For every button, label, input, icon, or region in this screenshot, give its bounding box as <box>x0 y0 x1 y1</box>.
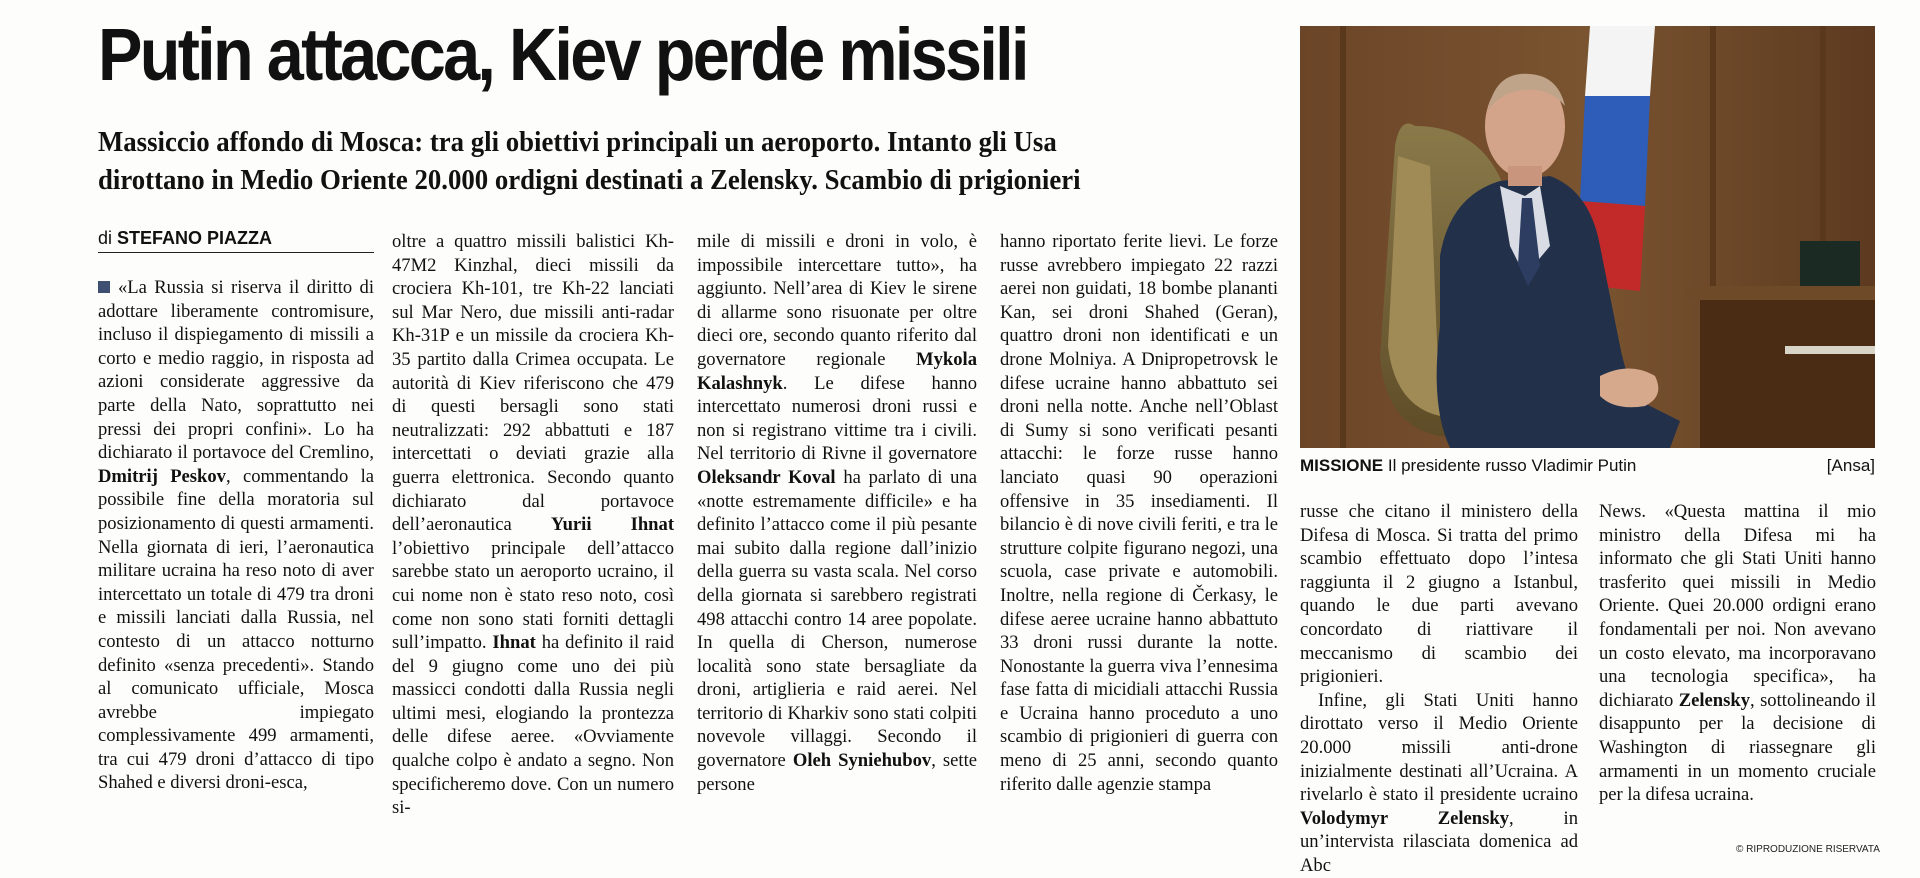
body-text: oltre a quattro missili balistici Kh-47M2 Kinzhal, dieci missili da crociera Kh-101, tre Kh-22 lanciati sul Mar Nero, due missili anti-radar Kh-31P e un missile da crociera Kh-35 partito dalla Crimea occupata. Le autorità di Kiev riferiscono che 479 di questi bersagli sono stati neutralizzati: 292 abbattuti e 187 intercettati o deviati grazie alla guerra elettronica. Secondo quanto dichiarato dal portavoce dell’aeronautica <box>392 231 674 536</box>
body-text: «La Russia si riserva il diritto di adottare liberamente contromisure, incluso il dispiegamento di missili a corto e medio raggio, in risposta ad azioni considerate aggressive da parte della Nato, soprattutto nei pressi dei propri confini». Lo ha dichiarato il portavoce del Cremlino, <box>98 277 374 464</box>
article-column-5 <box>1300 500 1578 878</box>
body-text: , sottolineando il disappunto per la decisione di Washington di riassegnare gli armamenti in un momento cruciale per la difesa ucraina. <box>1599 689 1876 806</box>
person-name: Oleksandr Koval <box>697 466 836 488</box>
paragraph <box>1300 689 1578 878</box>
paragraph <box>392 230 674 820</box>
body-text: Infine, gli Stati Uniti hanno dirottato verso il Medio Oriente 20.000 missili anti-drone inizialmente destinati all’Ucraina. A rivelarlo è stato il presidente ucraino <box>1300 689 1578 806</box>
person-name: Volodymyr Zelensky <box>1300 807 1509 829</box>
byline-prefix: di <box>98 228 113 248</box>
paragraph-marker-icon <box>98 281 110 293</box>
article-column-3 <box>697 230 977 796</box>
body-text: ha definito il raid del 9 giugno come uno dei più massicci condotti dalla Russia negli ultimi mesi, elogiando la prontezza delle difese aeree. «Ovviamente qualche colpo è andato a segno. Non specificheremo dove. Con un numero si- <box>392 632 674 819</box>
caption-description: Il presidente russo Vladimir Putin <box>1387 456 1637 475</box>
body-text: hanno riportato ferite lievi. Le forze russe avrebbero impiegato 22 razzi aerei non guidati, 18 bombe plananti Kan, sei droni Shahed (Geran), quattro droni non identificati e un drone Molniya. A Dnipropetrovsk le difese ucraine hanno abbattuto sei droni nella notte. Anche nell’Oblast di Sumy si sono verificati pesanti attacchi: le forze russe hanno lanciato quasi 90 operazioni offensive in 35 insediamenti. Il bilancio è di nove civili feriti, e tra le strutture colpite figurano negozi, una scuola, case private e automobili. Inoltre, nella regione di Čerkasy, le difese aeree ucraine hanno abbattuto 33 droni russi durante la notte. Nonostante la guerra viva l’ennesima fase fatta di micidiali attacchi Russia e Ucraina hanno proceduto a uno scambio di prigionieri di guerra con meno di 25 anni, secondo quanto riferito dalle agenzie stampa <box>1000 231 1278 795</box>
paragraph <box>98 276 374 795</box>
person-name: Zelensky <box>1678 689 1751 711</box>
paragraph <box>1000 230 1278 796</box>
article-column-6 <box>1599 500 1876 807</box>
person-name: Oleh Syniehubov <box>792 750 932 772</box>
caption-text <box>1300 456 1636 476</box>
article-column-4 <box>1000 230 1278 796</box>
article-column-2 <box>392 230 674 820</box>
body-text: . Le difese hanno intercettato numerosi droni russi e non si registrano vittime tra i civili. Nel territorio di Rivne il governatore <box>697 372 977 465</box>
subheadline <box>98 124 1278 200</box>
paragraph <box>1300 500 1578 689</box>
subheadline-line: dirottano in Medio Oriente 20.000 ordigni destinati a Zelensky. Scambio di prigionieri <box>98 165 1081 196</box>
caption-label: MISSIONE <box>1300 456 1384 475</box>
body-text: mile di missili e droni in volo, è impossibile intercettare tutto», ha aggiunto. Nell’area di Kiev le sirene di allarme sono risuonate per oltre dieci ore, secondo quanto riferito dal governatore regionale <box>697 231 977 370</box>
body-text: ha parlato di una «notte estremamente difficile» e ha definito l’attacco come il più pesante mai subito dalla regione dall’inizio della guerra su vasta scala. Nel corso della giornata si sarebbero registrati 498 attacchi contro 14 aree popolate. In quella di Cherson, numerose località sono state bersagliate da droni, artiglieria e raid aerei. Nel territorio di Kharkiv sono stati colpiti novevole villaggi. Secondo il governatore <box>697 466 977 772</box>
person-name: Yurii Ihnat <box>550 514 675 536</box>
body-text: , in un’intervista rilasciata domenica ad Abc <box>1300 807 1578 876</box>
body-text: News. «Questa mattina il mio ministro della Difesa mi ha informato che gli Stati Uniti hanno trasferito quei missili in Medio Oriente. Quei 20.000 ordigni erano fondamentali per noi. Non avevano un costo elevato, ma incorporavano una tecnologia specifica», ha dichiarato <box>1599 501 1876 711</box>
headline: Putin attacca, Kiev perde missili <box>98 13 1027 96</box>
person-name: Dmitrij Peskov <box>98 465 226 487</box>
putin-photo <box>1300 26 1875 448</box>
subheadline-line: Massiccio affondo di Mosca: tra gli obiettivi principali un aeroporto. Intanto gli Usa <box>98 127 1057 158</box>
person-name: Mykola Kalashnyk <box>697 348 977 394</box>
copyright-notice: © RIPRODUZIONE RISERVATA <box>1736 844 1880 855</box>
photo-credit: [Ansa] <box>1826 456 1875 475</box>
body-text: russe che citano il ministero della Difesa di Mosca. Si tratta del primo scambio effettuato dopo l’intesa raggiunta il 2 giugno a Istanbul, quando le due parti avevano concordato di riattivare il meccanismo di scambio dei prigionieri. <box>1300 501 1578 688</box>
byline-author: STEFANO PIAZZA <box>117 228 273 248</box>
body-text: l’obiettivo principale dell’attacco sarebbe stato un aeroporto ucraino, il cui nome non è stato reso noto, così come non sono stati forniti dettagli sull’impatto. <box>392 537 674 654</box>
paragraph <box>1599 500 1876 807</box>
paragraph <box>697 230 977 796</box>
body-text: , commentando la possibile fine della moratoria sul posizionamento di questi armamenti. Nella giornata di ieri, l’aeronautica militare ucraina ha reso noto di aver intercettato un totale di 479 tra droni e missili lanciati dalla Russia, nel contesto di un attacco notturno definito «senza precedenti». Stando al comunicato ufficiale, Mosca avrebbe impiegato complessivamente 499 armamenti, tra cui 479 droni d’attacco di tipo Shahed e diversi droni-esca, <box>98 465 374 794</box>
person-name: Ihnat <box>492 632 536 654</box>
body-text: , sette persone <box>697 750 977 795</box>
article-column-1 <box>98 276 374 795</box>
photo-caption <box>1300 456 1875 476</box>
byline <box>98 228 374 253</box>
photo-illustration <box>1300 26 1875 448</box>
